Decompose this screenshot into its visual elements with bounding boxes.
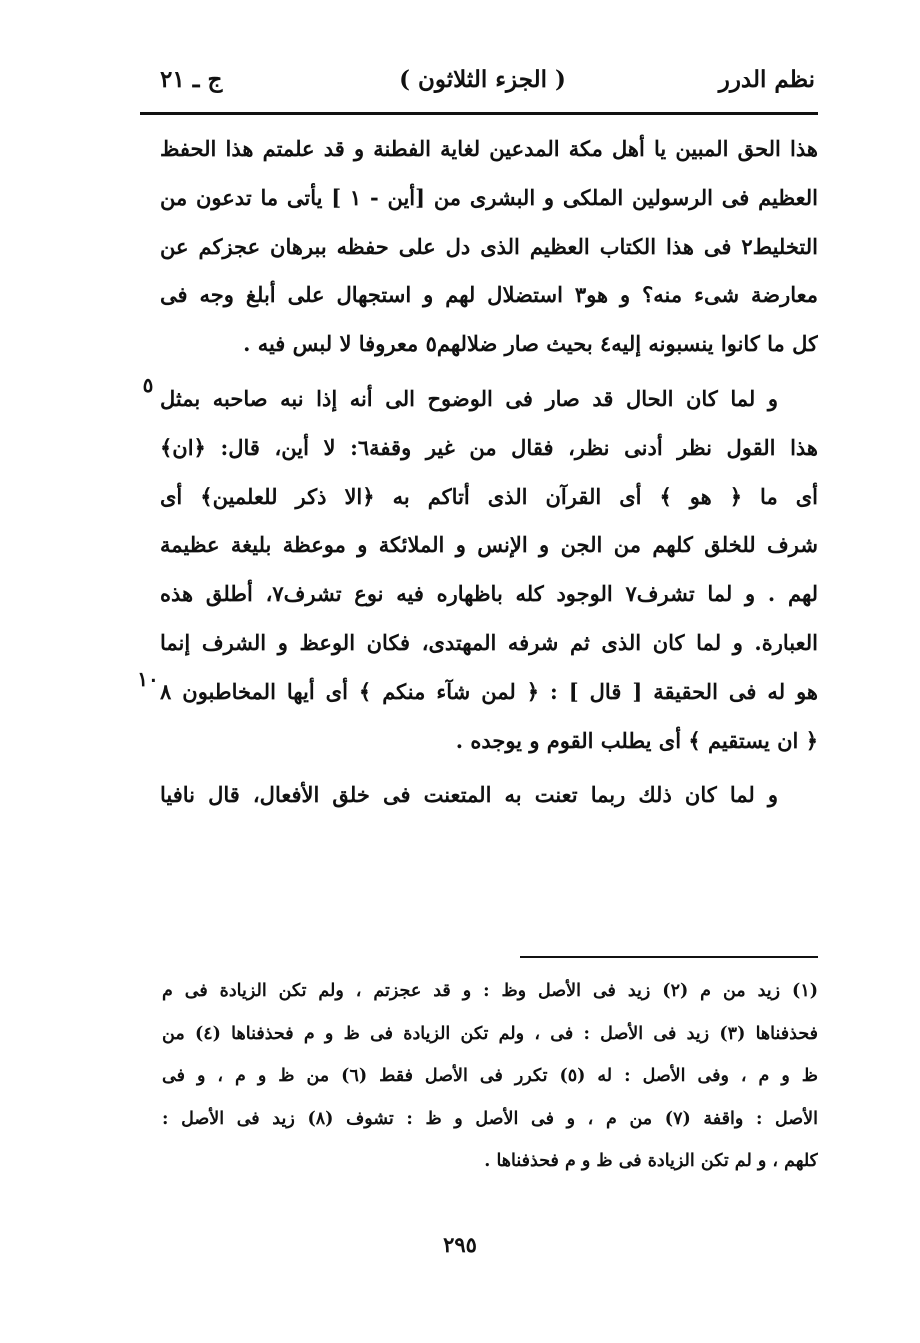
- text-line: هذا الحق المبين يا أهل مكة المدعين لغاية الفطنة و قد علمتم هذا الحفظ: [160, 136, 818, 161]
- footnote-rule: [520, 956, 818, 958]
- text-line: العبارة. و لما كان الذى ثم شرفه المهتدى، فكان الوعظ و الشرف إنما: [160, 629, 818, 655]
- footnote-line: الأصل : واقفة (٧) من م ، و فى الأصل و ظ : تشوف (٨) زيد فى الأصل :: [162, 1108, 818, 1129]
- header-rule: [140, 112, 818, 115]
- text-line: لهم . و لما تشرف٧ الوجود كله باظهاره فيه نوع تشرف٧، أطلق هذه: [160, 581, 818, 607]
- volume-label: ج ـ ٢١: [160, 66, 223, 93]
- running-header: [150, 58, 815, 108]
- text-line: كل ما كانوا ينسبونه إليه٤ بحيث صار ضلالهم٥ معروفا لا لبس فيه .: [243, 331, 818, 357]
- footnote-line: كلهم ، و لم تكن الزيادة فى ظ و م فحذفناها .: [484, 1151, 818, 1171]
- footnote-line: (١) زيد من م (٢) زيد فى الأصل وظ : و قد عجزتم ، ولم تكن الزيادة فى م: [162, 981, 818, 1001]
- book-title: نظم الدرر: [718, 66, 815, 93]
- text-line: شرف للخلق كلهم من الجن و الإنس و الملائكة و موعظة بليغة عظيمة: [160, 532, 818, 558]
- text-line: التخليط٢ فى هذا الكتاب العظيم الذى دل على حفظه ببرهان عجزكم عن: [160, 233, 818, 259]
- footnote-line: فحذفناها (٣) زيد فى الأصل : فى ، ولم تكن الزيادة فى ظ و م فحذفناها (٤) من: [162, 1023, 818, 1044]
- footnote-line: ظ و م ، وفى الأصل : له (٥) تكرر فى الأصل فقط (٦) من ظ و م ، و فى: [162, 1066, 818, 1086]
- line-number-5: ٥: [142, 373, 154, 397]
- main-text: [160, 125, 818, 820]
- text-line: و لما كان ذلك ربما تعنت به المتعنت فى خلق الأفعال، قال نافيا: [160, 782, 778, 808]
- part-label: ( الجزء الثلاثون ): [399, 66, 566, 93]
- text-line: أى ما ﴿ هو ﴾ أى القرآن الذى أتاكم به ﴿الا ذكر للعلمين﴾ أى: [160, 483, 818, 509]
- text-line: معارضة شىء منه؟ و هو٣ استضلال لهم و استجهال على أبلغ وجه فى: [160, 282, 818, 308]
- footnotes: [162, 970, 818, 1183]
- text-line: هو له فى الحقيقة [ قال ] : ﴿ لمن شآء منكم ﴾ أى أيها المخاطبون ٨: [160, 678, 818, 704]
- page-number: ٢٩٥: [443, 1232, 477, 1257]
- text-line: هذا القول نظر أدنى نظر، فقال من غير وقفة٦: لا أين، قال: ﴿ان﴾: [160, 434, 818, 460]
- text-line: ﴿ ان يستقيم ﴾ أى يطلب القوم و يوجده .: [455, 727, 818, 753]
- text-line: و لما كان الحال قد صار فى الوضوح الى أنه إذا نبه صاحبه بمثل: [160, 385, 778, 411]
- text-line: العظيم فى الرسولين الملكى و البشرى من [أين - ١ ] يأتى ما تدعون من: [160, 184, 818, 210]
- line-number-10: ١٠: [137, 667, 159, 691]
